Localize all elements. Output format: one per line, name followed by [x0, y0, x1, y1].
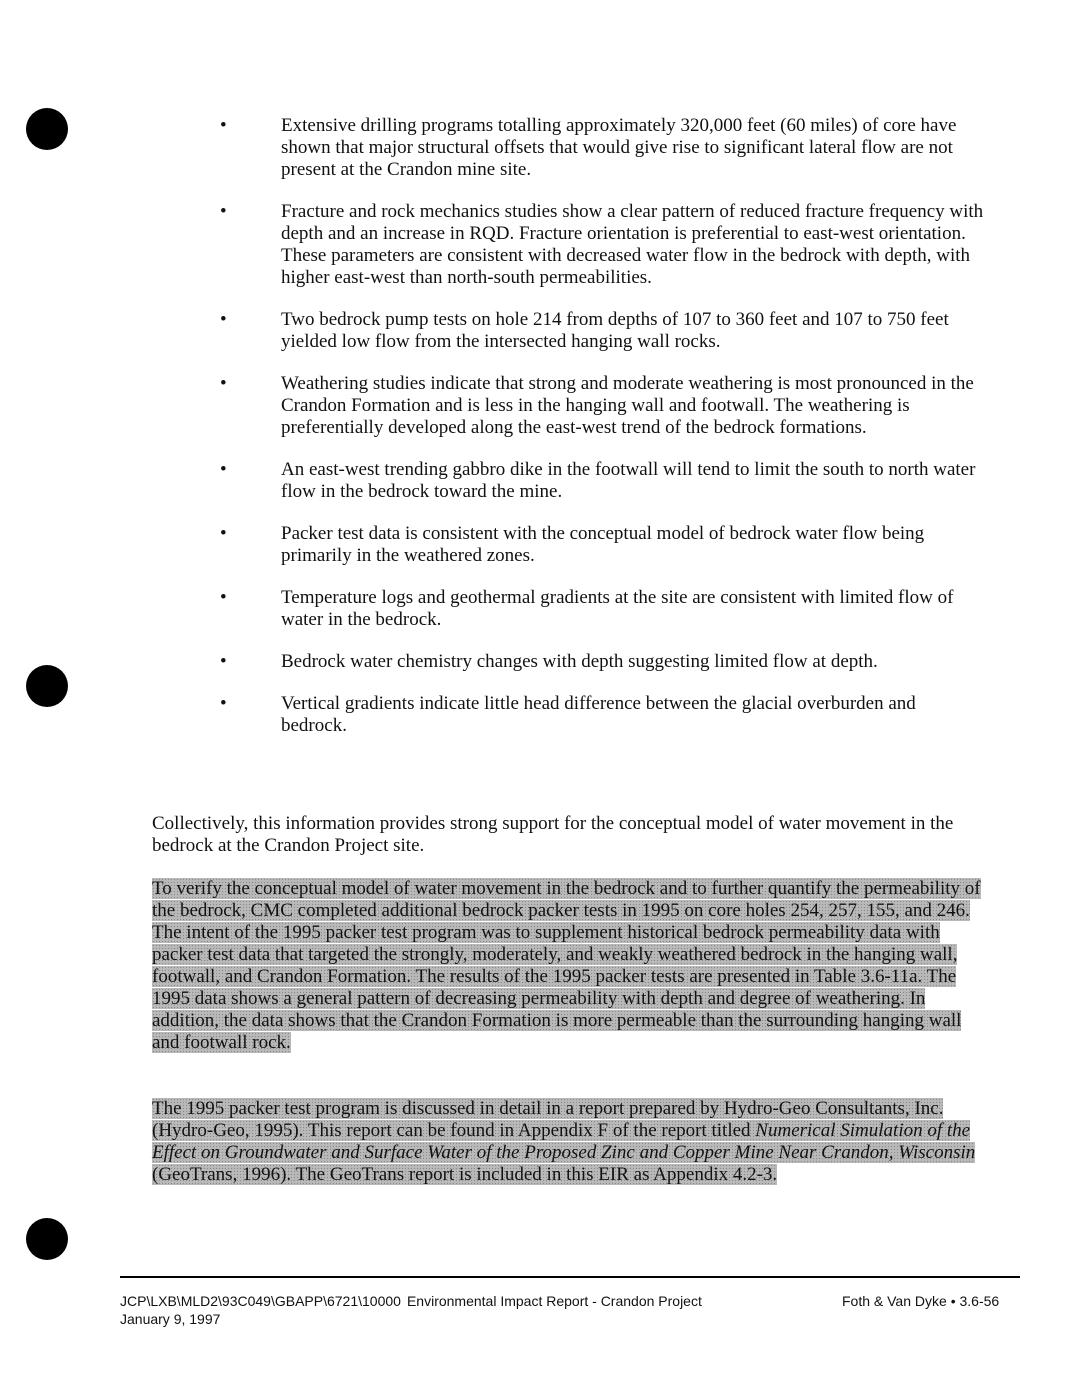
footer-divider: [120, 1276, 1020, 1278]
footer-file-path: JCP\LXB\MLD2\93C049\GBAPP\6721\10000: [120, 1293, 401, 1309]
footer-line-1: [120, 1292, 702, 1310]
bullet-marker: •: [220, 523, 227, 544]
highlighted-paragraph-report-reference: [152, 1098, 990, 1186]
bullet-list: [0, 115, 1068, 757]
bullet-marker: •: [220, 201, 227, 222]
bullet-text: Two bedrock pump tests on hole 214 from depths of 107 to 360 feet and 107 to 750 feet yielded low flow from the intersected hanging wall rocks.: [281, 309, 949, 352]
bullet-marker: •: [220, 651, 227, 672]
report-title-italic: Numerical Simulation of the Effect on Groundwater and Surface Water of the Proposed Zinc and Copper Mine Near Crandon, Wisconsin: [152, 1120, 976, 1163]
footer-right: [842, 1292, 999, 1310]
page-number: 3.6-56: [959, 1293, 1000, 1309]
bullet-item: [0, 587, 1068, 631]
footer-date: January 9, 1997: [120, 1311, 221, 1327]
bullet-text: Weathering studies indicate that strong and moderate weathering is most pronounced in the Crandon Formation and is less in the hanging wall and footwall. The weathering is preferentially developed along the east-west trend of the bedrock formations.: [281, 373, 974, 438]
summary-text: Collectively, this information provides strong support for the conceptual model of water movement in the bedrock at the Crandon Project site.: [152, 813, 954, 856]
bullet-text: An east-west trending gabbro dike in the footwall will tend to limit the south to north water flow in the bedrock toward the mine.: [281, 459, 976, 502]
bullet-item: [0, 651, 1068, 673]
punch-hole-bottom: [26, 1218, 68, 1260]
bullet-marker: •: [220, 459, 227, 480]
summary-paragraph: [152, 813, 990, 857]
bullet-item: [0, 115, 1068, 181]
bullet-marker: •: [220, 309, 227, 330]
bullet-item: [0, 523, 1068, 567]
footer-company: Foth & Van Dyke: [842, 1293, 947, 1309]
bullet-marker: •: [220, 693, 227, 714]
bullet-item: [0, 693, 1068, 737]
bullet-text: Packer test data is consistent with the conceptual model of bedrock water flow being primarily in the weathered zones.: [281, 523, 925, 566]
bullet-text: Vertical gradients indicate little head difference between the glacial overburden and bedrock.: [281, 693, 916, 736]
footer-document-title: Environmental Impact Report - Crandon Project: [406, 1293, 702, 1309]
bullet-item: [0, 309, 1068, 353]
bullet-text: Temperature logs and geothermal gradients at the site are consistent with limited flow of water in the bedrock.: [281, 587, 954, 630]
bullet-marker: •: [220, 115, 227, 136]
bullet-item: [0, 373, 1068, 439]
highlighted-text: To verify the conceptual model of water movement in the bedrock and to further quantify the permeability of the bedrock, CMC completed additional bedrock packer tests in 1995 on core holes 254, 257, 155, and 246. The intent of the 1995 packer test program was to supplement historical bedrock permeability data with packer test data that targeted the strongly, moderately, and weakly weathered bedrock in the hanging wall, footwall, and Crandon Formation. The results of the 1995 packer tests are presented in Table 3.6-11a. The 1995 data shows a general pattern of decreasing permeability with depth and degree of weathering. In addition, the data shows that the Crandon Formation is more permeable than the surrounding hanging wall and footwall rock.: [152, 878, 981, 1053]
bullet-item: [0, 201, 1068, 289]
bullet-text: Fracture and rock mechanics studies show a clear pattern of reduced fracture frequency with depth and an increase in RQD. Fracture orientation is preferential to east-west orientation. These parameters are consistent with decreased water flow in the bedrock with depth, with higher east-west than north-south permeabilities.: [281, 201, 984, 288]
highlighted-paragraph-packer-tests: [152, 878, 990, 1054]
footer-separator: •: [950, 1293, 956, 1309]
highlighted-text-part-1: The 1995 packer test program is discussed in detail in a report prepared by Hydro-Geo Consultants, Inc. (Hydro-Geo, 1995). This report can be found in Appendix F of the report titled: [152, 1098, 944, 1141]
bullet-text: Bedrock water chemistry changes with depth suggesting limited flow at depth.: [281, 651, 878, 672]
bullet-marker: •: [220, 373, 227, 394]
bullet-marker: •: [220, 587, 227, 608]
bullet-item: [0, 459, 1068, 503]
highlighted-text-part-2: (GeoTrans, 1996). The GeoTrans report is included in this EIR as Appendix 4.2-3.: [152, 1164, 778, 1185]
footer-left: [120, 1292, 702, 1328]
bullet-text: Extensive drilling programs totalling approximately 320,000 feet (60 miles) of core have shown that major structural offsets that would give rise to significant lateral flow are not present at the Crandon mine site.: [281, 115, 957, 180]
